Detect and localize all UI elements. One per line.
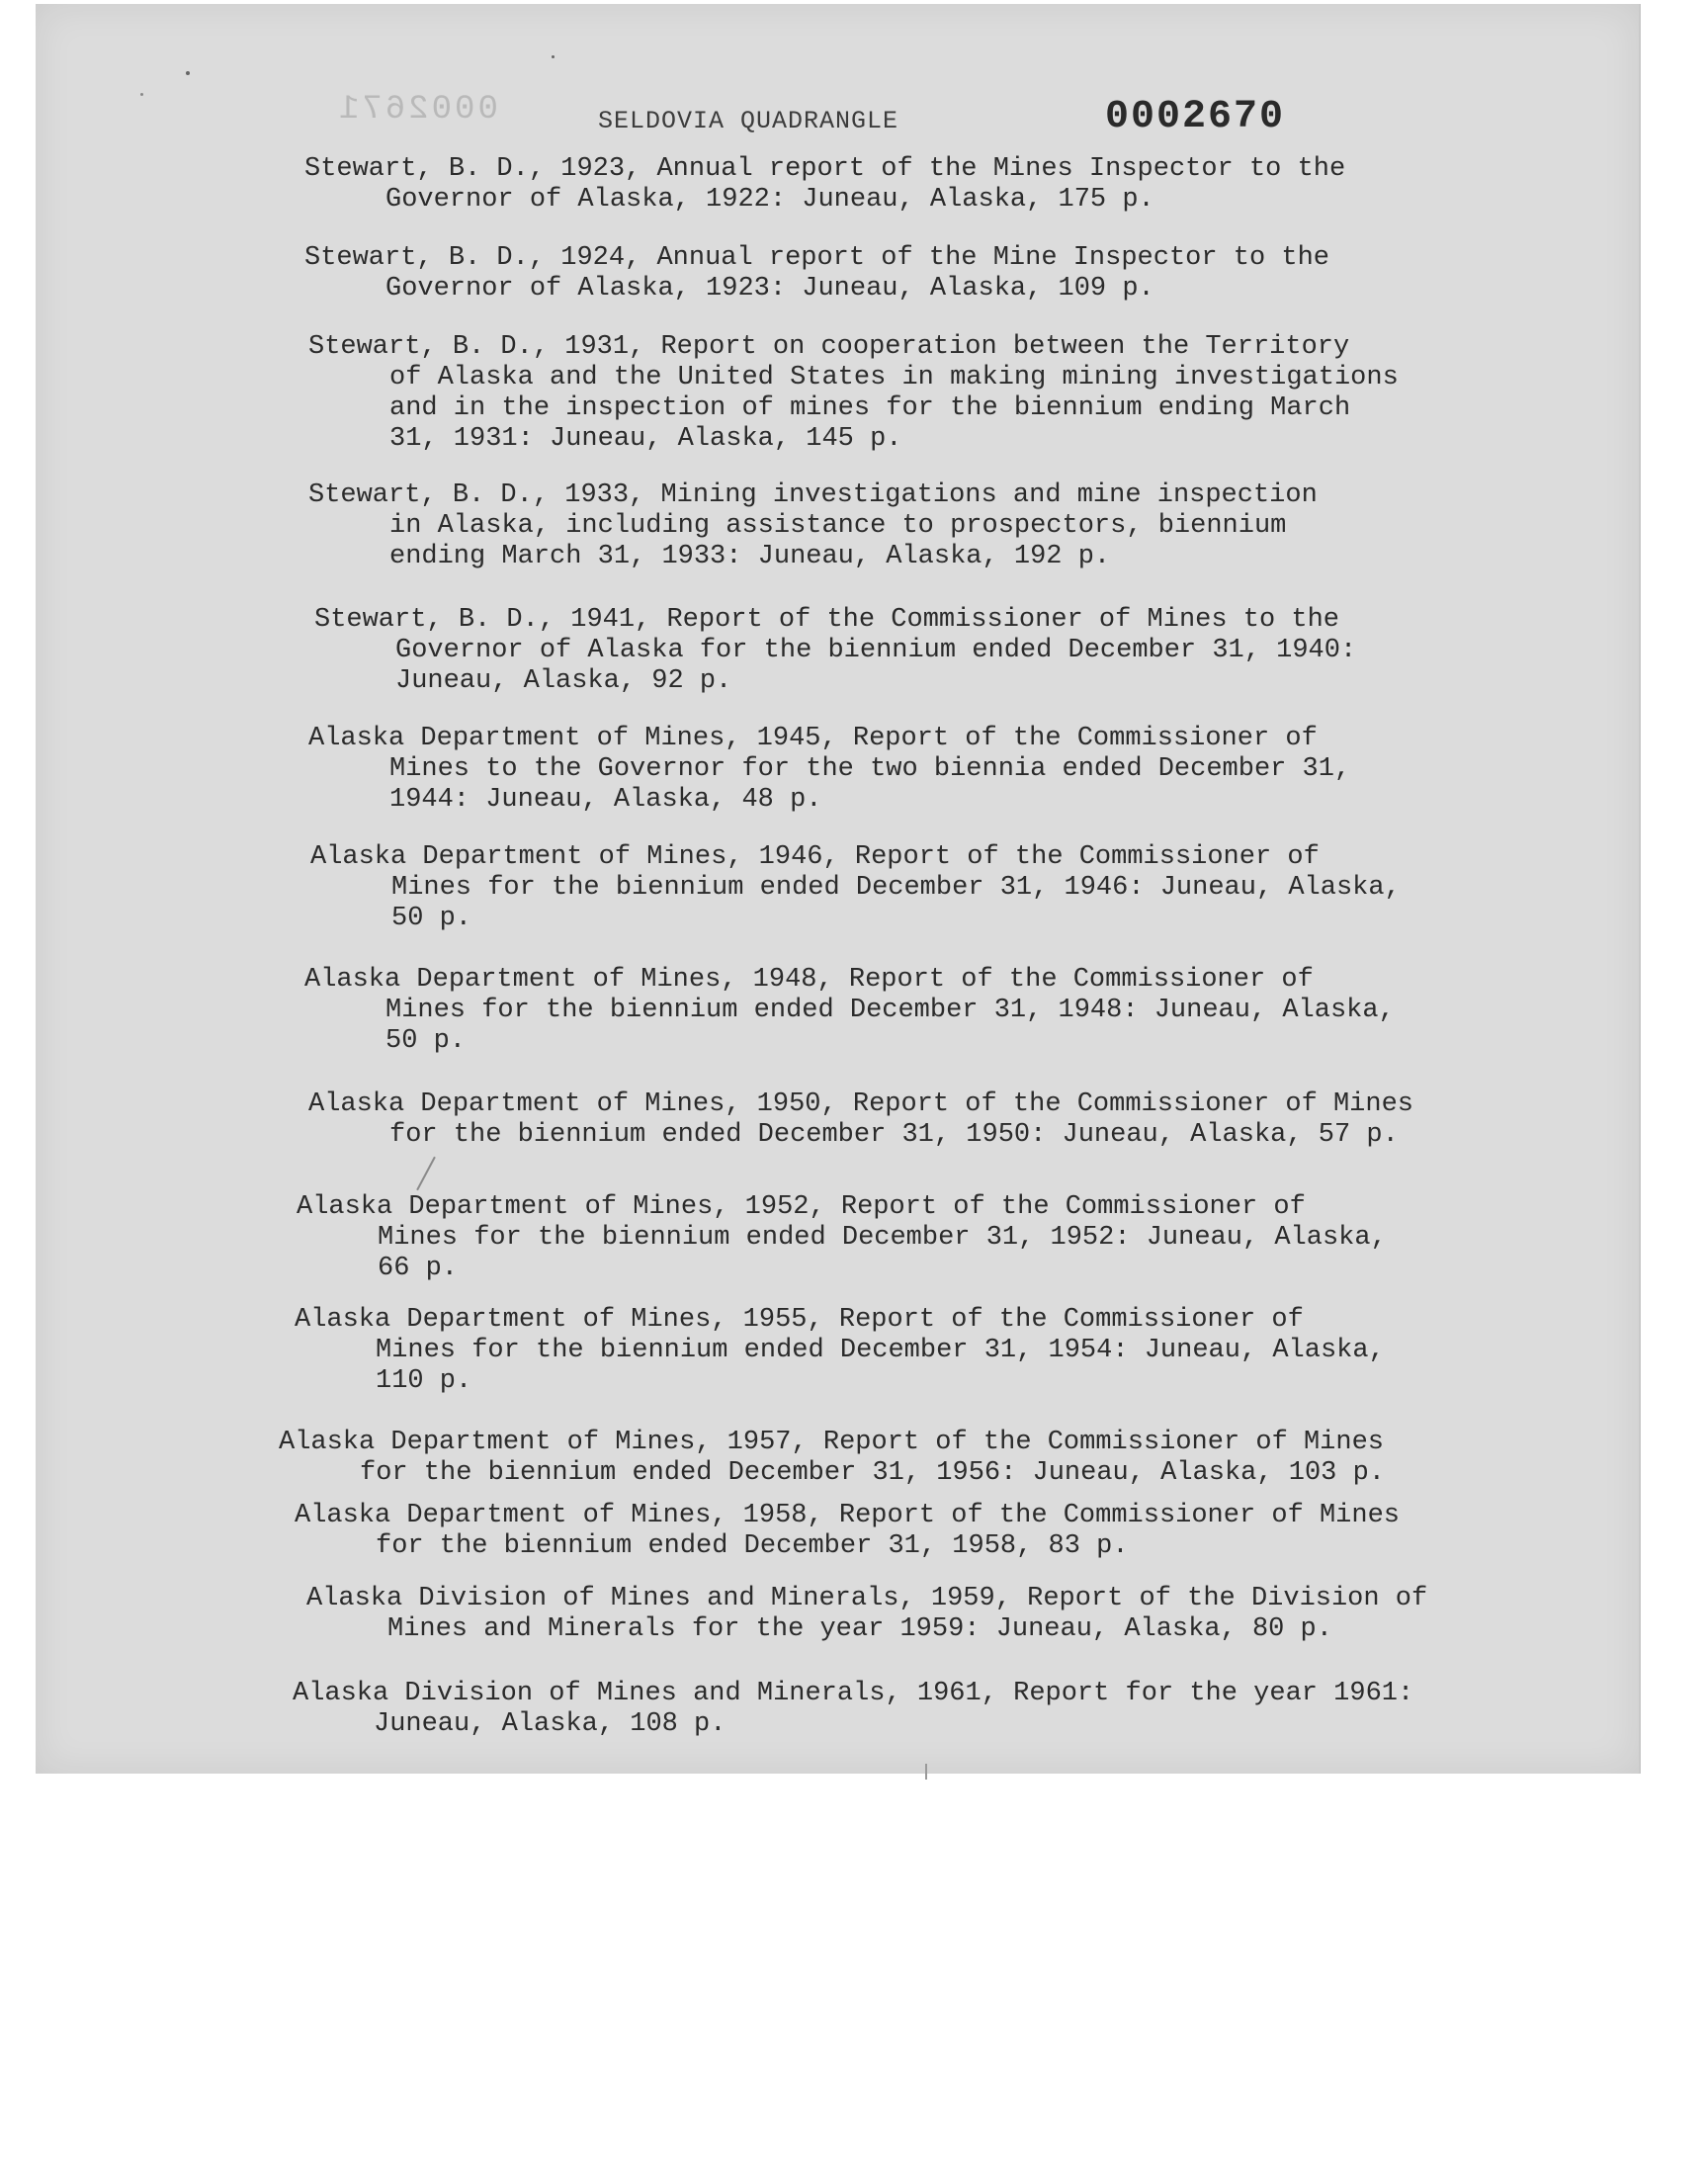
entry-line: Alaska Department of Mines, 1957, Report of the Commissioner of Mines <box>279 1428 1384 1457</box>
entry-line: Stewart, B. D., 1941, Report of the Commissioner of Mines to the <box>314 605 1339 635</box>
entry-line: Alaska Department of Mines, 1946, Report of the Commissioner of <box>310 842 1320 872</box>
entry-line: Mines and Minerals for the year 1959: Juneau, Alaska, 80 p. <box>387 1614 1332 1644</box>
bibliography-entry <box>304 965 1395 1057</box>
bibliography-entry <box>314 605 1356 697</box>
bibliography-entry <box>279 1428 1385 1489</box>
entry-line: for the biennium ended December 31, 1958, 83 p. <box>376 1531 1129 1561</box>
entry-line: 31, 1931: Juneau, Alaska, 145 p. <box>389 424 902 454</box>
entry-line: Alaska Division of Mines and Minerals, 1959, Report of the Division of <box>306 1584 1428 1613</box>
entry-line: for the biennium ended December 31, 1950: Juneau, Alaska, 57 p. <box>389 1120 1399 1150</box>
entry-line: Stewart, B. D., 1924, Annual report of the Mine Inspector to the <box>304 243 1329 273</box>
document-number: 0002670 <box>1105 95 1286 139</box>
entry-line: 1944: Juneau, Alaska, 48 p. <box>389 785 822 815</box>
entry-line: Alaska Department of Mines, 1945, Report of the Commissioner of <box>308 724 1318 753</box>
entry-line: 66 p. <box>378 1254 459 1283</box>
bibliography-entry <box>293 1679 1413 1740</box>
bibliography-entry <box>297 1192 1387 1284</box>
entry-line: in Alaska, including assistance to prospectors, biennium <box>389 511 1287 541</box>
bibliography-entry <box>308 724 1350 816</box>
entry-line: Alaska Department of Mines, 1948, Report of the Commissioner of <box>304 965 1314 995</box>
bibliography-entry <box>306 1584 1427 1645</box>
page-title: SELDOVIA QUADRANGLE <box>598 107 899 135</box>
bibliography-entry <box>308 332 1399 455</box>
dust-speck <box>552 55 555 58</box>
bibliography-entry <box>295 1501 1400 1562</box>
entry-line: for the biennium ended December 31, 1956: Juneau, Alaska, 103 p. <box>360 1458 1385 1488</box>
bibliography-entry <box>308 1089 1413 1151</box>
entry-line: Alaska Division of Mines and Minerals, 1961, Report for the year 1961: <box>293 1679 1414 1708</box>
entry-line: Governor of Alaska, 1922: Juneau, Alaska, 175 p. <box>385 185 1154 215</box>
entry-line: Stewart, B. D., 1923, Annual report of the Mines Inspector to the <box>304 154 1346 184</box>
bleed-through-number: 0002671 <box>336 91 498 129</box>
entry-line: Governor of Alaska for the biennium ended December 31, 1940: <box>395 636 1357 665</box>
entry-line: Mines to the Governor for the two biennia ended December 31, <box>389 754 1351 784</box>
entry-line: Mines for the biennium ended December 31, 1952: Juneau, Alaska, <box>378 1223 1387 1253</box>
bibliography-entry <box>304 154 1345 216</box>
entry-line: Alaska Department of Mines, 1952, Report of the Commissioner of <box>297 1192 1306 1222</box>
entry-line: 50 p. <box>385 1026 467 1056</box>
page-edge-mark <box>925 1764 927 1780</box>
dust-speck <box>140 93 143 96</box>
entry-line: Stewart, B. D., 1933, Mining investigations and mine inspection <box>308 480 1318 510</box>
bibliography-entry <box>310 842 1401 934</box>
entry-line: Mines for the biennium ended December 31, 1946: Juneau, Alaska, <box>391 873 1401 903</box>
bibliography-entry <box>308 480 1318 572</box>
bibliography-entry <box>304 243 1329 304</box>
entry-line: 50 p. <box>391 904 472 933</box>
entry-line: Alaska Department of Mines, 1955, Report of the Commissioner of <box>295 1305 1304 1335</box>
entry-line: Alaska Department of Mines, 1950, Report of the Commissioner of Mines <box>308 1089 1413 1119</box>
entry-line: ending March 31, 1933: Juneau, Alaska, 192 p. <box>389 542 1111 571</box>
entry-line: Mines for the biennium ended December 31, 1954: Juneau, Alaska, <box>376 1336 1385 1365</box>
entry-line: of Alaska and the United States in making mining investigations <box>389 363 1399 392</box>
entry-line: Juneau, Alaska, 92 p. <box>395 666 732 696</box>
dust-speck <box>186 71 190 75</box>
entry-line: Juneau, Alaska, 108 p. <box>374 1709 726 1739</box>
bibliography-entry <box>295 1305 1385 1397</box>
entry-line: and in the inspection of mines for the biennium ending March <box>389 393 1351 423</box>
entry-line: Alaska Department of Mines, 1958, Report of the Commissioner of Mines <box>295 1501 1400 1530</box>
entry-line: Mines for the biennium ended December 31, 1948: Juneau, Alaska, <box>385 996 1395 1025</box>
entry-line: 110 p. <box>376 1366 472 1396</box>
entry-line: Governor of Alaska, 1923: Juneau, Alaska, 109 p. <box>385 274 1154 304</box>
entry-line: Stewart, B. D., 1931, Report on cooperation between the Territory <box>308 332 1350 362</box>
